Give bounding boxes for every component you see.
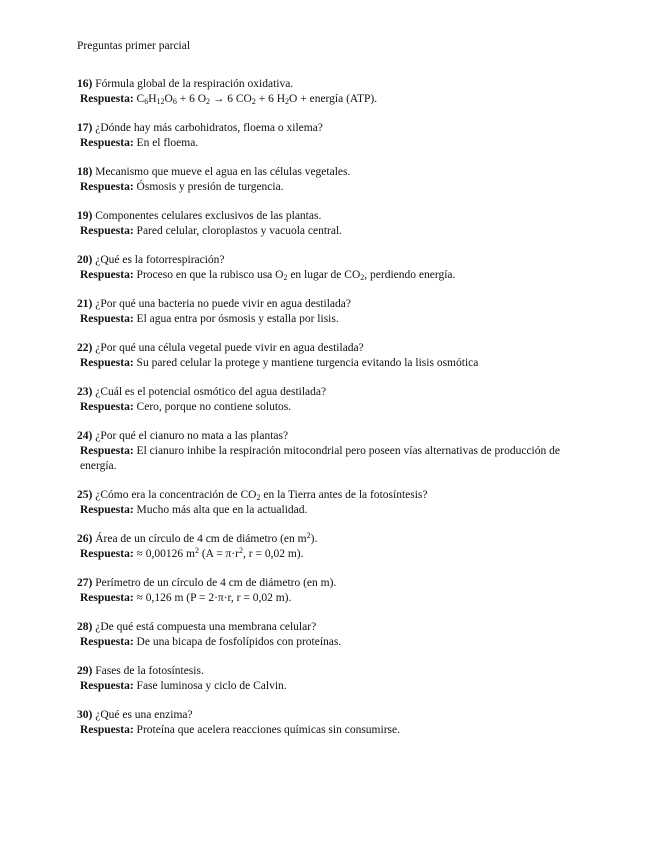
question-item — [77, 297, 575, 327]
answer-line — [77, 723, 575, 738]
text-run: El agua entra por ósmosis y estalla por lisis. — [133, 313, 339, 325]
subscript: 2 — [283, 273, 288, 282]
text-run: ¿Qué es la fotorrespiración? — [95, 254, 225, 266]
question-item — [77, 77, 575, 107]
answer-label: Respuesta: — [80, 357, 134, 369]
text-run: ¿Por qué una célula vegetal puede vivir en agua destilada? — [95, 342, 364, 354]
question-item — [77, 620, 575, 650]
question-item — [77, 209, 575, 239]
answer-line — [77, 180, 575, 195]
question-number: 29) — [77, 665, 93, 677]
question-line — [77, 532, 575, 547]
text-run: Mecanismo que mueve el agua en las células vegetales. — [95, 166, 351, 178]
question-number: 25) — [77, 489, 93, 501]
text-run: + 6 H — [255, 93, 286, 105]
text-run: ¿De qué está compuesta una membrana celular? — [95, 621, 317, 633]
answer-line — [77, 503, 575, 518]
question-item — [77, 121, 575, 151]
text-run: ≈ 0,126 m (P = 2·π·r, r = 0,02 m). — [133, 592, 292, 604]
text-run: Ósmosis y presión de turgencia. — [133, 181, 284, 193]
question-item — [77, 429, 575, 474]
text-run: en lugar de CO — [287, 269, 361, 281]
question-number: 27) — [77, 577, 93, 589]
question-number: 30) — [77, 709, 93, 721]
question-item — [77, 385, 575, 415]
subscript: 2 — [256, 493, 261, 502]
question-item — [77, 664, 575, 694]
question-item — [77, 341, 575, 371]
question-line — [77, 341, 575, 356]
answer-label: Respuesta: — [80, 269, 134, 281]
question-number: 17) — [77, 122, 93, 134]
question-line — [77, 253, 575, 268]
text-run: , perdiendo energía. — [364, 269, 456, 281]
text-run: (A = π·r — [198, 548, 240, 560]
text-run: Fórmula global de la respiración oxidativa. — [95, 78, 294, 90]
question-number: 18) — [77, 166, 93, 178]
answer-line — [77, 268, 575, 283]
subscript: 6 — [172, 97, 177, 106]
question-list — [77, 77, 575, 752]
question-item — [77, 165, 575, 195]
question-number: 26) — [77, 533, 93, 545]
answer-label: Respuesta: — [80, 181, 134, 193]
superscript: 2 — [306, 531, 311, 540]
answer-label: Respuesta: — [80, 680, 134, 692]
text-run: Mucho más alta que en la actualidad. — [133, 504, 308, 516]
superscript: 2 — [194, 546, 199, 555]
answer-label: Respuesta: — [80, 225, 134, 237]
answer-label: Respuesta: — [80, 445, 134, 457]
text-run: De una bicapa de fosfolípidos con proteínas. — [133, 636, 342, 648]
answer-label: Respuesta: — [80, 137, 134, 149]
question-line — [77, 488, 575, 503]
text-run: → 6 CO — [210, 93, 252, 105]
text-run: Área de un círculo de 4 cm de diámetro (en m — [95, 533, 307, 545]
superscript: 2 — [239, 546, 244, 555]
text-run: ¿Qué es una enzima? — [95, 709, 193, 721]
subscript: 2 — [206, 97, 211, 106]
text-run: Su pared celular la protege y mantiene turgencia evitando la lisis osmótica — [133, 357, 479, 369]
text-run: Fase luminosa y ciclo de Calvin. — [133, 680, 287, 692]
answer-label: Respuesta: — [80, 504, 134, 516]
answer-label: Respuesta: — [80, 313, 134, 325]
subscript: 2 — [285, 97, 290, 106]
question-number: 24) — [77, 430, 93, 442]
answer-label: Respuesta: — [80, 401, 134, 413]
question-item — [77, 576, 575, 606]
answer-line — [77, 444, 575, 474]
question-line — [77, 576, 575, 591]
answer-label: Respuesta: — [80, 592, 134, 604]
question-number: 22) — [77, 342, 93, 354]
text-run: H — [148, 93, 157, 105]
answer-label: Respuesta: — [80, 93, 134, 105]
answer-line — [77, 136, 575, 151]
question-line — [77, 121, 575, 136]
answer-label: Respuesta: — [80, 724, 134, 736]
question-line — [77, 664, 575, 679]
question-item — [77, 253, 575, 283]
text-run: ¿Cómo era la concentración de CO — [95, 489, 257, 501]
text-run: En el floema. — [133, 137, 199, 149]
question-item — [77, 488, 575, 518]
text-run: + 6 O — [176, 93, 207, 105]
text-run: Componentes celulares exclusivos de las plantas. — [95, 210, 322, 222]
text-run: ¿Por qué una bacteria no puede vivir en agua destilada? — [95, 298, 351, 310]
text-run: El cianuro inhibe la respiración mitocondrial pero poseen vías alternativas de producción de energía. — [80, 445, 560, 472]
question-line — [77, 708, 575, 723]
subscript: 2 — [360, 273, 365, 282]
subscript: 6 — [144, 97, 149, 106]
text-run: O + energía (ATP). — [289, 93, 378, 105]
text-run: O — [164, 93, 173, 105]
question-number: 28) — [77, 621, 93, 633]
document-title: Preguntas primer parcial — [77, 40, 191, 52]
answer-line — [77, 547, 575, 562]
answer-line — [77, 635, 575, 650]
text-run: , r = 0,02 m). — [243, 548, 304, 560]
question-line — [77, 429, 575, 444]
text-run: ). — [310, 533, 318, 545]
text-run: Cero, porque no contiene solutos. — [133, 401, 292, 413]
text-run: Proteína que acelera reacciones químicas sin consumirse. — [133, 724, 400, 736]
answer-label: Respuesta: — [80, 636, 134, 648]
subscript: 12 — [156, 97, 165, 106]
text-run: ≈ 0,00126 m — [133, 548, 195, 560]
answer-line — [77, 356, 575, 371]
question-number: 16) — [77, 78, 93, 90]
question-item — [77, 532, 575, 562]
answer-label: Respuesta: — [80, 548, 134, 560]
question-line — [77, 165, 575, 180]
answer-line — [77, 679, 575, 694]
answer-line — [77, 224, 575, 239]
question-line — [77, 297, 575, 312]
text-run: Fases de la fotosíntesis. — [95, 665, 204, 677]
text-run: ¿Por qué el cianuro no mata a las plantas? — [95, 430, 289, 442]
answer-line — [77, 92, 575, 107]
text-run: en la Tierra antes de la fotosíntesis? — [260, 489, 428, 501]
subscript: 2 — [251, 97, 256, 106]
text-run: Perímetro de un círculo de 4 cm de diámetro (en m). — [95, 577, 337, 589]
text-run: ¿Dónde hay más carbohidratos, floema o xilema? — [95, 122, 323, 134]
text-run: Proceso en que la rubisco usa O — [133, 269, 284, 281]
text-run: Pared celular, cloroplastos y vacuola central. — [133, 225, 343, 237]
question-number: 21) — [77, 298, 93, 310]
question-line — [77, 385, 575, 400]
question-line — [77, 209, 575, 224]
question-number: 20) — [77, 254, 93, 266]
question-line — [77, 77, 575, 92]
question-item — [77, 708, 575, 738]
text-run: ¿Cuál es el potencial osmótico del agua destilada? — [95, 386, 327, 398]
answer-line — [77, 400, 575, 415]
answer-line — [77, 591, 575, 606]
text-run: C — [133, 93, 145, 105]
question-number: 19) — [77, 210, 93, 222]
answer-line — [77, 312, 575, 327]
question-line — [77, 620, 575, 635]
question-number: 23) — [77, 386, 93, 398]
